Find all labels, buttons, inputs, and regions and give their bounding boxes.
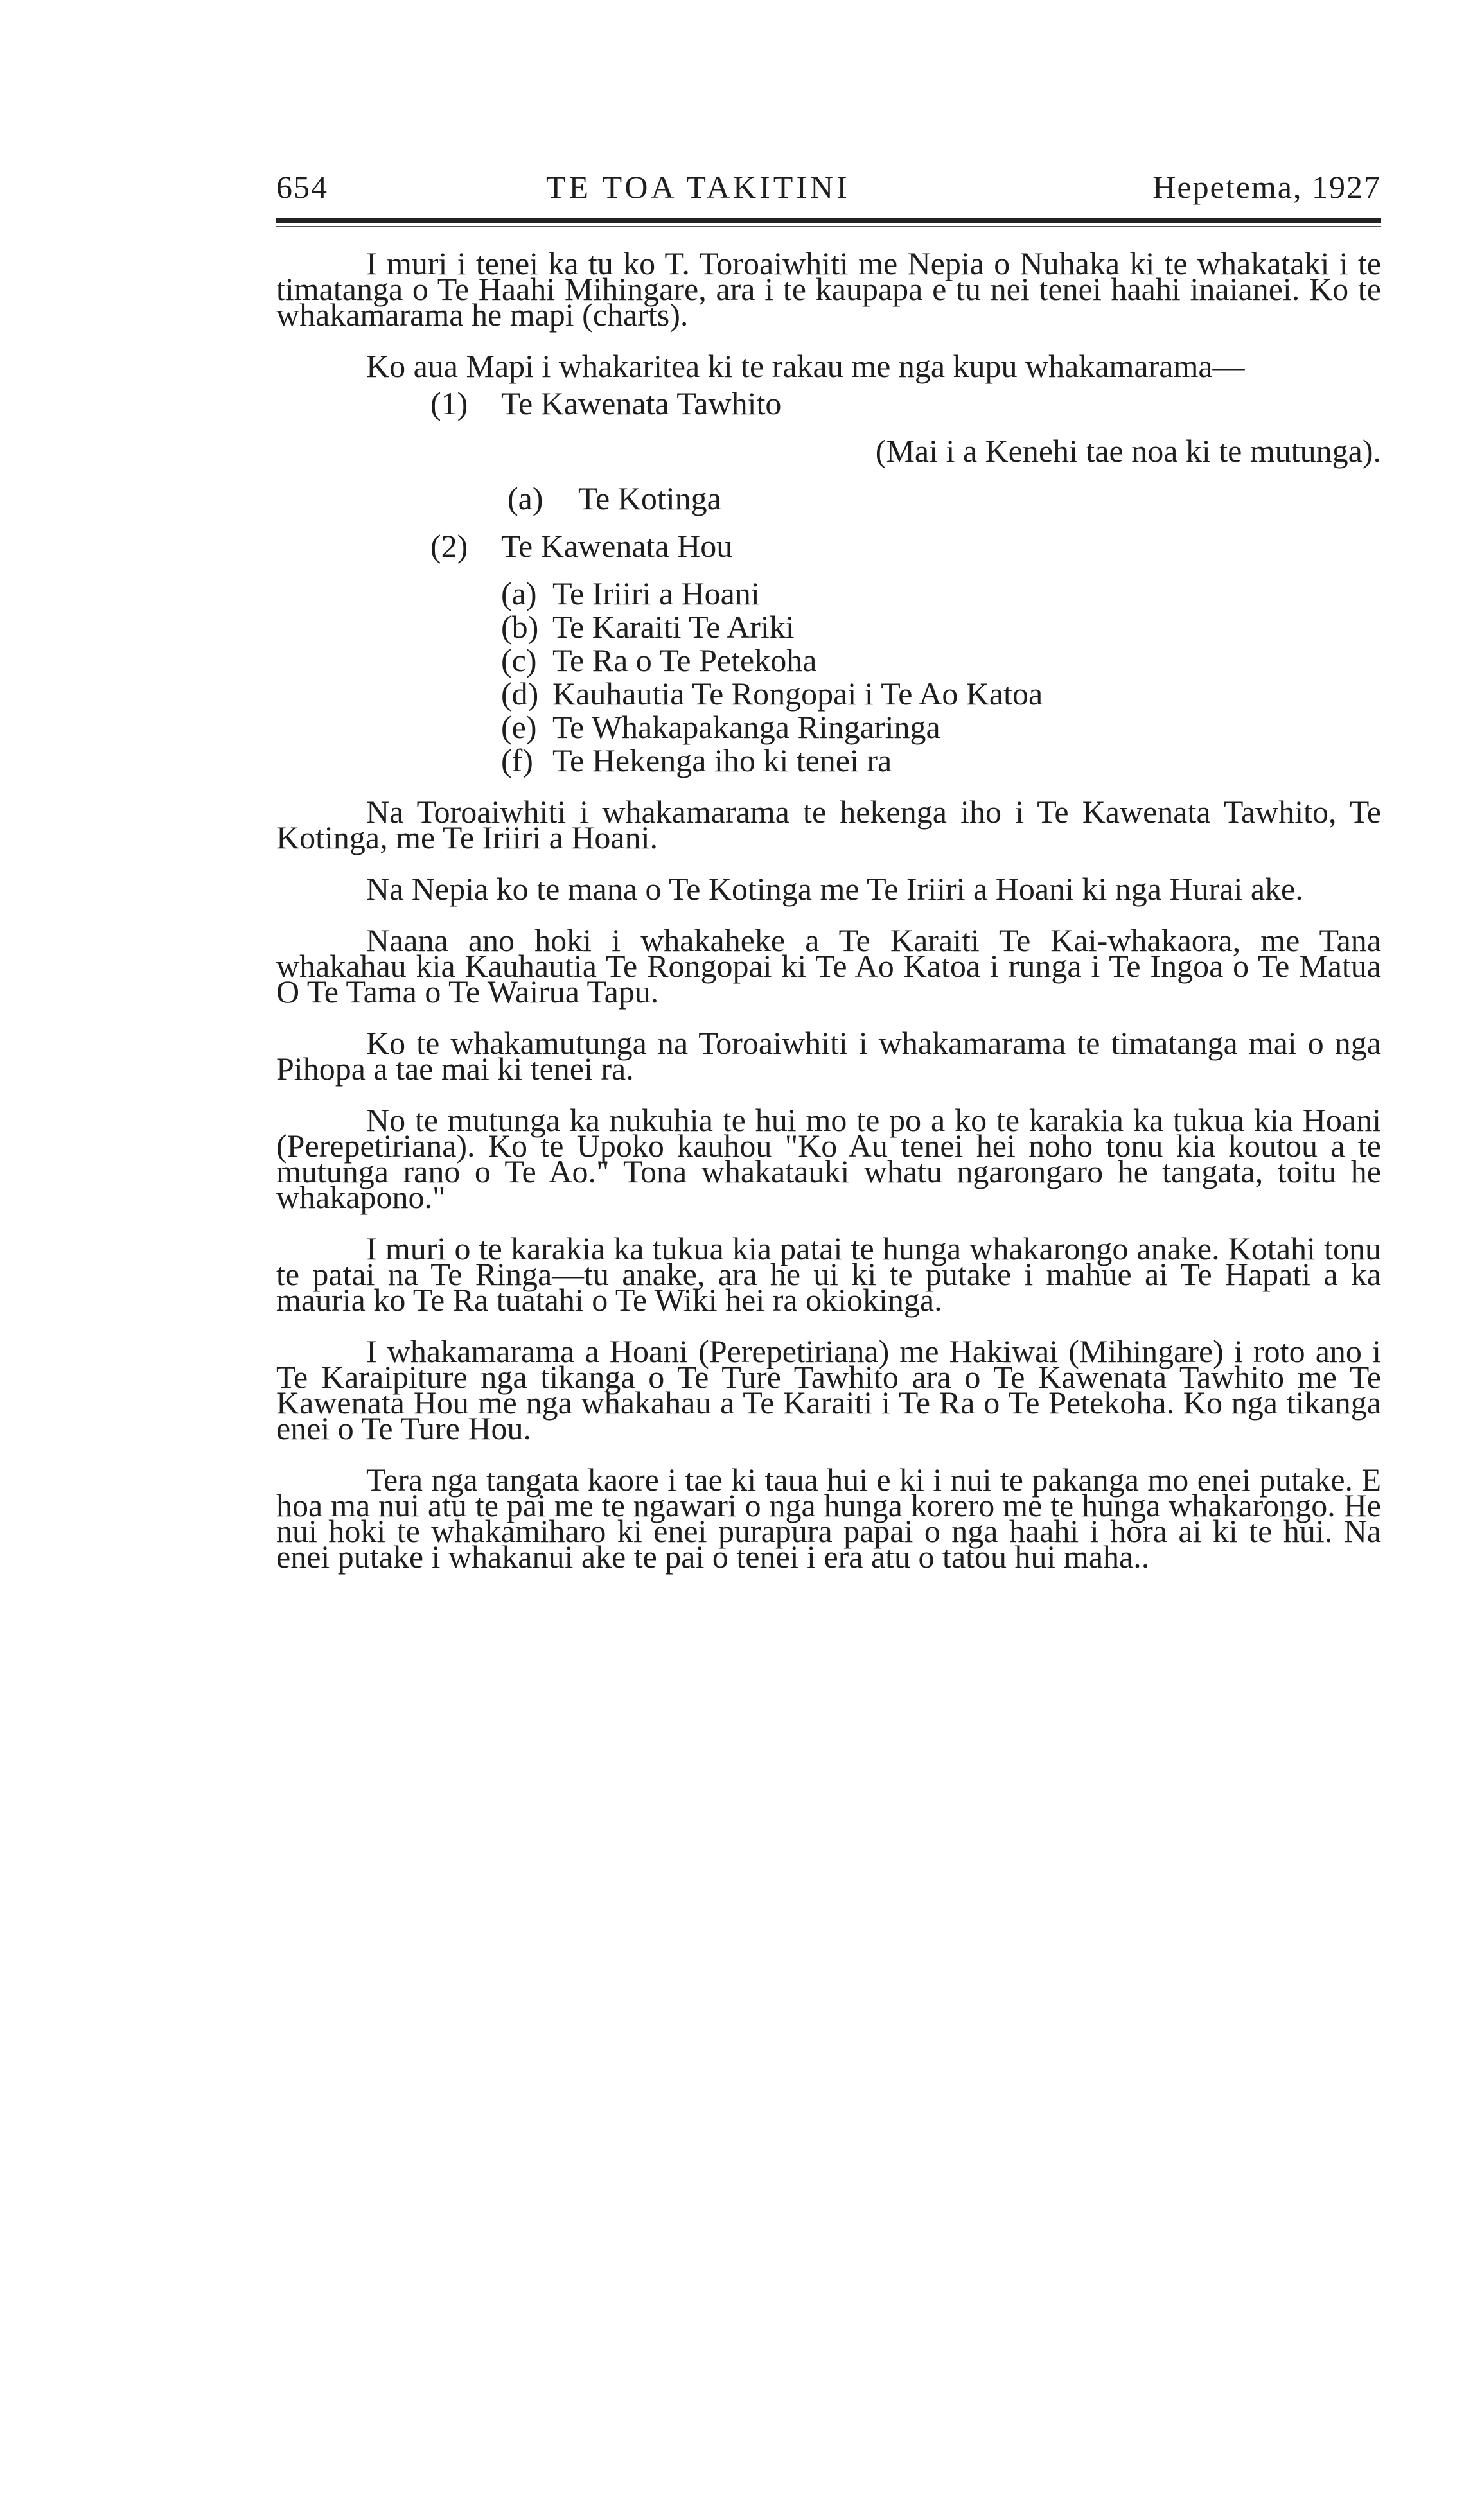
list-label: Te Kawenata Hou: [501, 528, 733, 564]
list-label: Te Karaiti Te Ariki: [552, 609, 795, 645]
header-rule-thin: [276, 226, 1381, 227]
paragraph-4: Na Nepia ko te mana o Te Kotinga me Te Iriiri a Hoani ki nga Hurai ake.: [366, 871, 1303, 907]
list-subitem: [276, 676, 1381, 712]
list-note: (Mai i a Kenehi tae noa ki te mutunga).: [875, 433, 1381, 469]
list-number: (a): [501, 575, 537, 611]
list-subitem: [276, 642, 1381, 678]
chart-list: [276, 385, 1381, 778]
list-subitem: [276, 742, 1381, 778]
paragraph-8: I muri o te karakia ka tukua kia patai te hunga whakarongo anake. Kotahi tonu te patai na Te Ringa—tu anake, ara he ui ki te putake i mahue ai Te Hapati a ka mauria ko Te Ra tuatahi o Te Wiki hei ra okiokinga.: [276, 1230, 1381, 1318]
list-label: Kauhautia Te Rongopai i Te Ao Katoa: [552, 676, 1043, 712]
paragraph-1: I muri i tenei ka tu ko T. Toroaiwhiti me Nepia o Nuhaka ki te whakataki i te timatanga o Te Haahi Mihingare, ara i te kaupapa e tu nei tenei haahi inaianei. Ko te whakamarama he mapi (charts).: [276, 245, 1381, 333]
list-label: Te Whakapakanga Ringaringa: [552, 709, 940, 745]
list-number: (a): [507, 480, 543, 516]
list-item: [276, 480, 1381, 516]
list-number: (2): [430, 528, 468, 564]
page-number: 654: [276, 169, 328, 205]
issue-date: Hepetema, 1927: [1152, 169, 1381, 205]
list-label: Te Kotinga: [578, 480, 721, 516]
list-label: Te Hekenga iho ki tenei ra: [552, 742, 892, 778]
list-label: Te Ra o Te Petekoha: [552, 642, 817, 678]
paragraph-3: Na Toroaiwhiti i whakamarama te hekenga iho i Te Kawenata Tawhito, Te Kotinga, me Te Iriiri a Hoani.: [276, 794, 1381, 855]
paragraph-7: No te mutunga ka nukuhia te hui mo te po a ko te karakia ka tukua kia Hoani (Perepetiriana). Ko te Upoko kauhou "Ko Au tenei hei noho tonu kia koutou a te mutunga rano o Te Ao." Tona whakatauki whatu ngarongaro he tangata, toitu he whakapono.": [276, 1102, 1381, 1215]
publication-title: TE TOA TAKITINI: [546, 169, 851, 205]
list-number: (e): [501, 709, 537, 745]
article-body: [276, 245, 1381, 1595]
list-number: (b): [501, 609, 539, 645]
list-subitem: [276, 575, 1381, 611]
paragraph-5: Naana ano hoki i whakaheke a Te Karaiti Te Kai-whakaora, me Tana whakahau kia Kauhautia Te Rongopai ki Te Ao Katoa i runga i Te Ingoa o Te Matua O Te Tama o Te Wairua Tapu.: [276, 922, 1381, 1010]
header-rule: [276, 218, 1381, 223]
list-number: (d): [501, 676, 539, 712]
paragraph-10: Tera nga tangata kaore i tae ki taua hui e ki i nui te pakanga mo enei putake. E hoa ma nui atu te pai me te ngawari o nga hunga korero me te hunga whakarongo. He nui hoki te whakamiharo ki enei purapura papai o nga haahi i hora ai ki te hui. Na enei putake i whakanui ake te pai o tenei i era atu o tatou hui maha..: [276, 1462, 1381, 1575]
list-item: [276, 528, 1381, 564]
paragraph-9: I whakamarama a Hoani (Perepetiriana) me Hakiwai (Mihingare) i roto ano i Te Karaipiture nga tikanga o Te Ture Tawhito ara o Te Kawenata Tawhito me Te Kawenata Hou me nga whakahau a Te Karaiti i Te Ra o Te Petekoha. Ko nga tikanga enei o Te Ture Hou.: [276, 1333, 1381, 1446]
list-item: [276, 385, 1381, 421]
list-subitem: [276, 609, 1381, 645]
list-number: (1): [430, 385, 468, 421]
list-number: (f): [501, 742, 533, 778]
list-number: (c): [501, 642, 537, 678]
list-subitem: [276, 709, 1381, 745]
paragraph-2: Ko aua Mapi i whakaritea ki te rakau me nga kupu whakamarama—: [366, 348, 1245, 384]
list-label: Te Kawenata Tawhito: [501, 385, 782, 421]
list-label: Te Iriiri a Hoani: [552, 575, 760, 611]
paragraph-6: Ko te whakamutunga na Toroaiwhiti i whakamarama te timatanga mai o nga Pihopa a tae mai ki tenei ra.: [276, 1025, 1381, 1087]
running-header: [276, 168, 1381, 213]
